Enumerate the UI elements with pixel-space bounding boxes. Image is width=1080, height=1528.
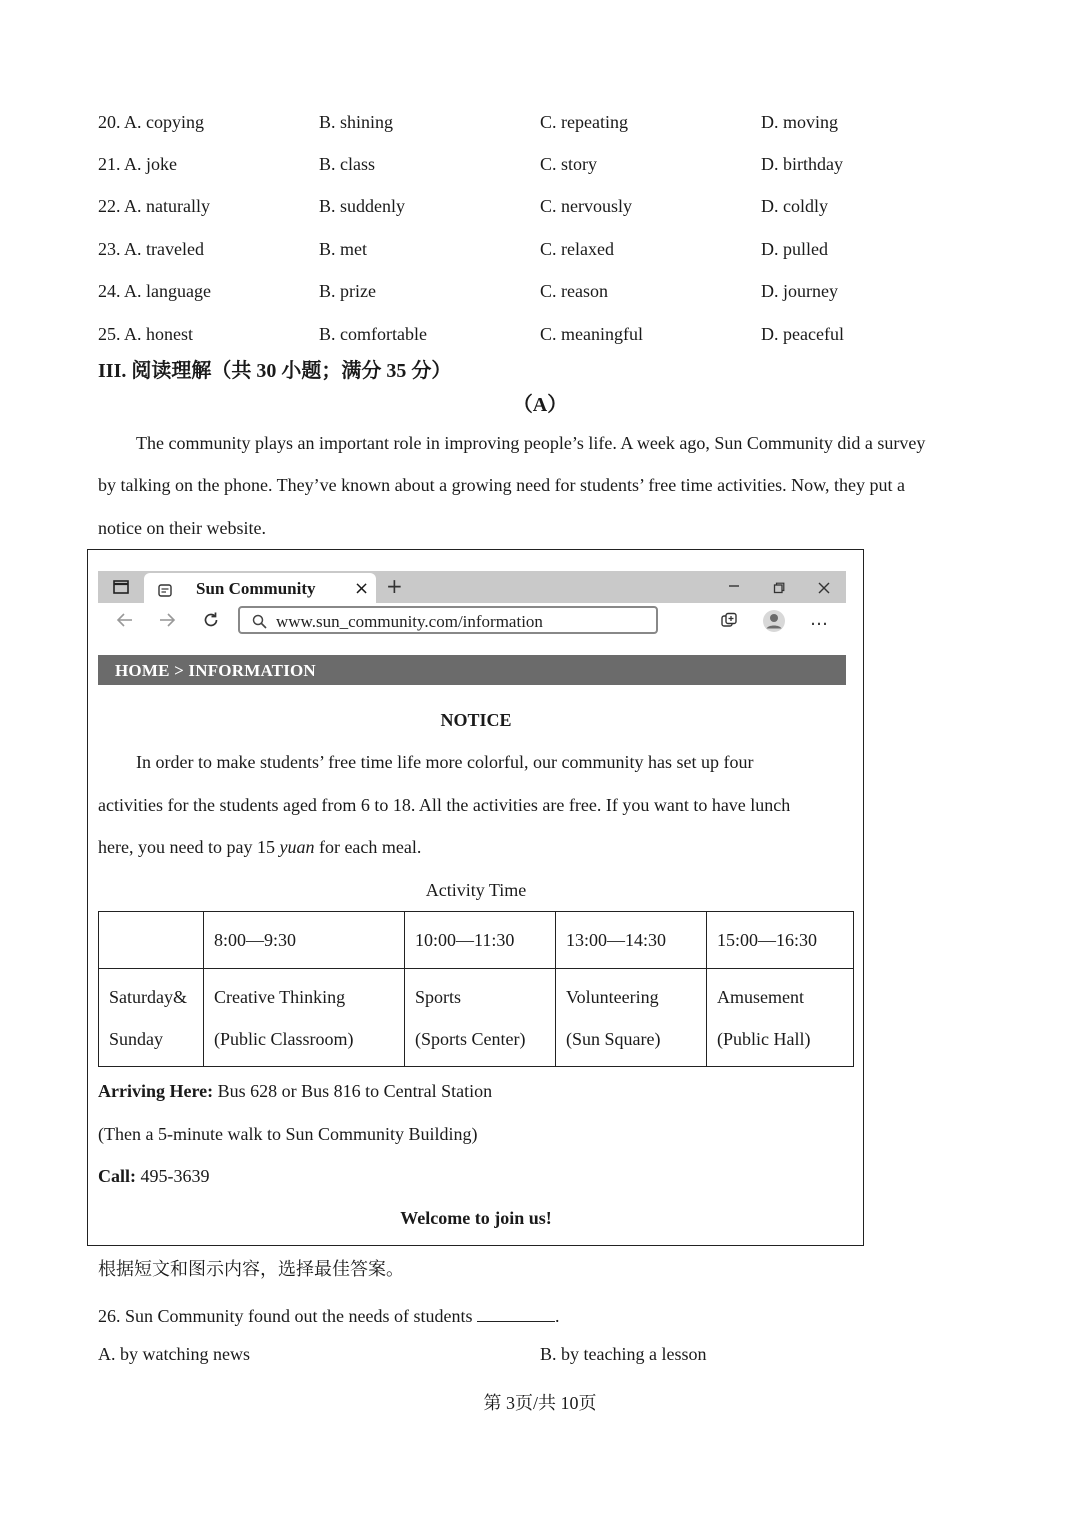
question-stem: 26. Sun Community found out the needs of students .: [98, 1303, 559, 1325]
new-tab-icon[interactable]: +: [386, 574, 403, 598]
navigation-bar: [98, 603, 846, 641]
option-a: 24. A. language: [98, 281, 211, 301]
table-row: [99, 969, 854, 1067]
option-d: D. birthday: [761, 154, 843, 174]
forward-icon[interactable]: [158, 611, 176, 633]
option-row: [98, 281, 998, 305]
activity-cell: Volunteering (Sun Square): [556, 969, 707, 1067]
table-header-row: [99, 912, 854, 969]
tab-bar: [98, 571, 846, 603]
intro-line: The community plays an important role in improving people’s life. A week ago, Sun Community did a survey: [136, 433, 926, 453]
walk-info: (Then a 5-minute walk to Sun Community Building): [98, 1124, 478, 1144]
option-c: C. repeating: [540, 112, 628, 132]
restore-icon[interactable]: [773, 579, 785, 598]
sidebar-toggle-icon[interactable]: [108, 571, 134, 603]
option-d: D. peaceful: [761, 324, 844, 344]
intro-line: by talking on the phone. They’ve known about a growing need for students’ free time activities. Now, they put a: [98, 475, 905, 495]
option-c: C. story: [540, 154, 598, 174]
more-menu-icon[interactable]: …: [810, 609, 828, 630]
option-a: 20. A. copying: [98, 112, 204, 132]
option-b: B. prize: [319, 281, 376, 301]
option-a: 23. A. traveled: [98, 239, 204, 259]
url-text: www.sun_community.com/information: [276, 612, 543, 631]
arriving-info: Arriving Here: Bus 628 or Bus 816 to Central Station: [98, 1081, 493, 1101]
breadcrumb: [98, 655, 846, 685]
option-d: D. pulled: [761, 239, 828, 259]
section-title: III. 阅读理解（共 30 小题；满分 35 分）: [98, 360, 452, 382]
minimize-icon[interactable]: [728, 577, 740, 596]
option-c: C. nervously: [540, 196, 632, 216]
welcome-text: Welcome to join us!: [400, 1208, 552, 1228]
profile-avatar-icon[interactable]: [762, 609, 786, 638]
option-b: B. met: [319, 239, 367, 259]
option-c: C. relaxed: [540, 239, 614, 259]
tab-close-icon[interactable]: ×: [354, 578, 370, 599]
address-bar[interactable]: [238, 606, 658, 634]
option-row: [98, 239, 998, 263]
option-row: [98, 154, 998, 178]
activity-cell: Creative Thinking (Public Classroom): [204, 969, 405, 1067]
option-a: 21. A. joke: [98, 154, 177, 174]
option-d: D. journey: [761, 281, 838, 301]
time-cell: 15:00—16:30: [707, 912, 854, 969]
option-c: C. reason: [540, 281, 608, 301]
tab-title: Sun Community: [196, 579, 316, 598]
table-corner-cell: [99, 912, 204, 969]
table-caption: Activity Time: [425, 880, 527, 900]
notice-heading: NOTICE: [440, 710, 512, 730]
call-info: Call: 495-3639: [98, 1166, 210, 1186]
part-label: （A）: [512, 394, 568, 416]
option-a: 22. A. naturally: [98, 196, 210, 216]
back-icon[interactable]: [116, 611, 134, 633]
option-row: [98, 324, 998, 348]
option-row: [98, 112, 998, 136]
option-c: C. meaningful: [540, 324, 643, 344]
activity-cell: Amusement (Public Hall): [707, 969, 854, 1067]
notice-body-line: here, you need to pay 15 yuan for each meal.: [98, 837, 422, 857]
browser-tab[interactable]: [144, 573, 376, 603]
activity-table: [98, 911, 854, 1067]
time-cell: 13:00—14:30: [556, 912, 707, 969]
option-b: B. class: [319, 154, 375, 174]
notice-body-line: In order to make students’ free time life more colorful, our community has set up four: [136, 752, 754, 772]
answer-option-b: B. by teaching a lesson: [540, 1344, 707, 1364]
time-cell: 8:00—9:30: [204, 912, 405, 969]
instruction: 根据短文和图示内容，选择最佳答案。: [98, 1259, 404, 1279]
browser-window: [98, 571, 846, 685]
option-d: D. coldly: [761, 196, 828, 216]
option-row: [98, 196, 998, 220]
option-a: 25. A. honest: [98, 324, 194, 344]
day-cell: Saturday& Sunday: [99, 969, 204, 1067]
intro-line: notice on their website.: [98, 518, 266, 538]
notice-body-line: activities for the students aged from 6 to 18. All the activities are free. If you want to have lunch: [98, 795, 791, 815]
collections-icon[interactable]: [720, 612, 738, 635]
close-window-icon[interactable]: [818, 579, 830, 598]
answer-blank: [477, 1303, 555, 1322]
refresh-icon[interactable]: [202, 611, 220, 634]
time-cell: 10:00—11:30: [405, 912, 556, 969]
option-b: B. shining: [319, 112, 394, 132]
page-favicon-icon: [158, 581, 172, 602]
option-b: B. suddenly: [319, 196, 406, 216]
answer-option-a: A. by watching news: [98, 1344, 250, 1364]
option-b: B. comfortable: [319, 324, 427, 344]
page-footer: 第 3页/共 10页: [483, 1393, 597, 1413]
search-icon: [252, 613, 267, 634]
option-d: D. moving: [761, 112, 839, 132]
breadcrumb-text[interactable]: HOME > INFORMATION: [115, 661, 316, 680]
activity-cell: Sports (Sports Center): [405, 969, 556, 1067]
